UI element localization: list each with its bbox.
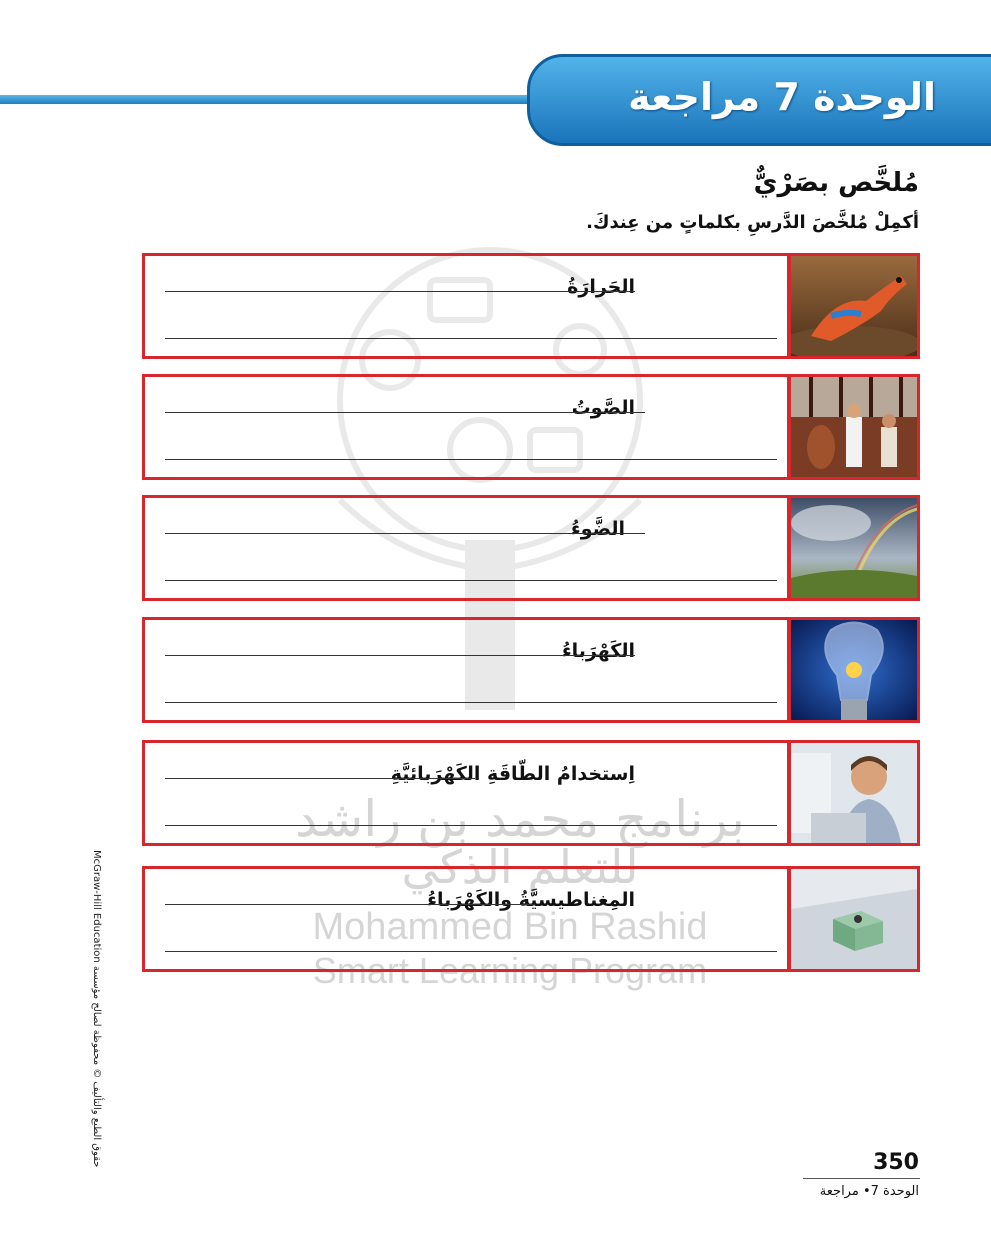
watermark-arabic-line1: برنامج محمد بن راشد [295,790,745,848]
item-label: الكَهْرَباءُ [561,640,635,662]
answer-line[interactable] [165,904,535,905]
answer-line[interactable] [165,778,475,779]
summary-item-light [142,495,920,601]
answer-box [142,740,790,846]
answer-line[interactable] [165,459,777,460]
item-label: المِغناطيسيَّةُ والكَهْرَباءُ [427,889,635,911]
boy-laptop-photo [788,740,920,846]
watermark-english-line1: Mohammed Bin Rashid [312,906,708,948]
answer-line[interactable] [165,533,645,534]
answer-line[interactable] [165,951,777,952]
footer-rule [803,1178,920,1179]
answer-box [142,617,790,723]
answer-box [142,495,790,601]
answer-line[interactable] [165,580,777,581]
watermark-english-line2: Smart Learning Program [312,950,708,991]
header-rule [0,95,560,104]
section-instruction: أكمِلْ مُلخَّصَ الدَّرسِ بكلماتٍ من عِندكَ. [586,212,919,233]
answer-line[interactable] [165,825,777,826]
copyright-credit: McGraw-Hill Education حقوق الطبع والتأليف © محفوظة لصالح مؤسسة [91,850,102,1168]
summary-item-electric-energy [142,740,920,846]
answer-box [142,374,790,480]
watermark-arabic-line2: للتعلم الذكي [401,840,639,894]
summary-item-magnetism [142,866,920,972]
musicians-photo [788,374,920,480]
footer-unit-label: الوحدة 7• مراجعة [819,1184,919,1199]
answer-line[interactable] [165,291,635,292]
answer-line[interactable] [165,338,777,339]
section-heading: مُلخَّص بصَرْيٌّ [753,168,919,198]
item-label: الحَرارَةُ [567,276,635,298]
unit-banner [527,54,991,146]
lizard-photo [788,253,920,359]
item-label: الصَّوتُ [571,397,635,419]
unit-title: الوحدة 7 مراجعة [628,75,936,119]
answer-line[interactable] [165,412,645,413]
answer-box [142,866,790,972]
summary-item-electricity [142,617,920,723]
page-number: 350 [873,1150,919,1175]
summary-item-heat [142,253,920,359]
lightbulb-photo [788,617,920,723]
item-label: اِستخدامُ الطّاقَةِ الكَهْرَبائيَّةِ [390,763,635,785]
rainbow-photo [788,495,920,601]
answer-line[interactable] [165,702,777,703]
answer-line[interactable] [165,655,635,656]
summary-item-sound [142,374,920,480]
magnet-photo [788,866,920,972]
answer-box [142,253,790,359]
item-label: الضَّوءُ [571,518,625,540]
